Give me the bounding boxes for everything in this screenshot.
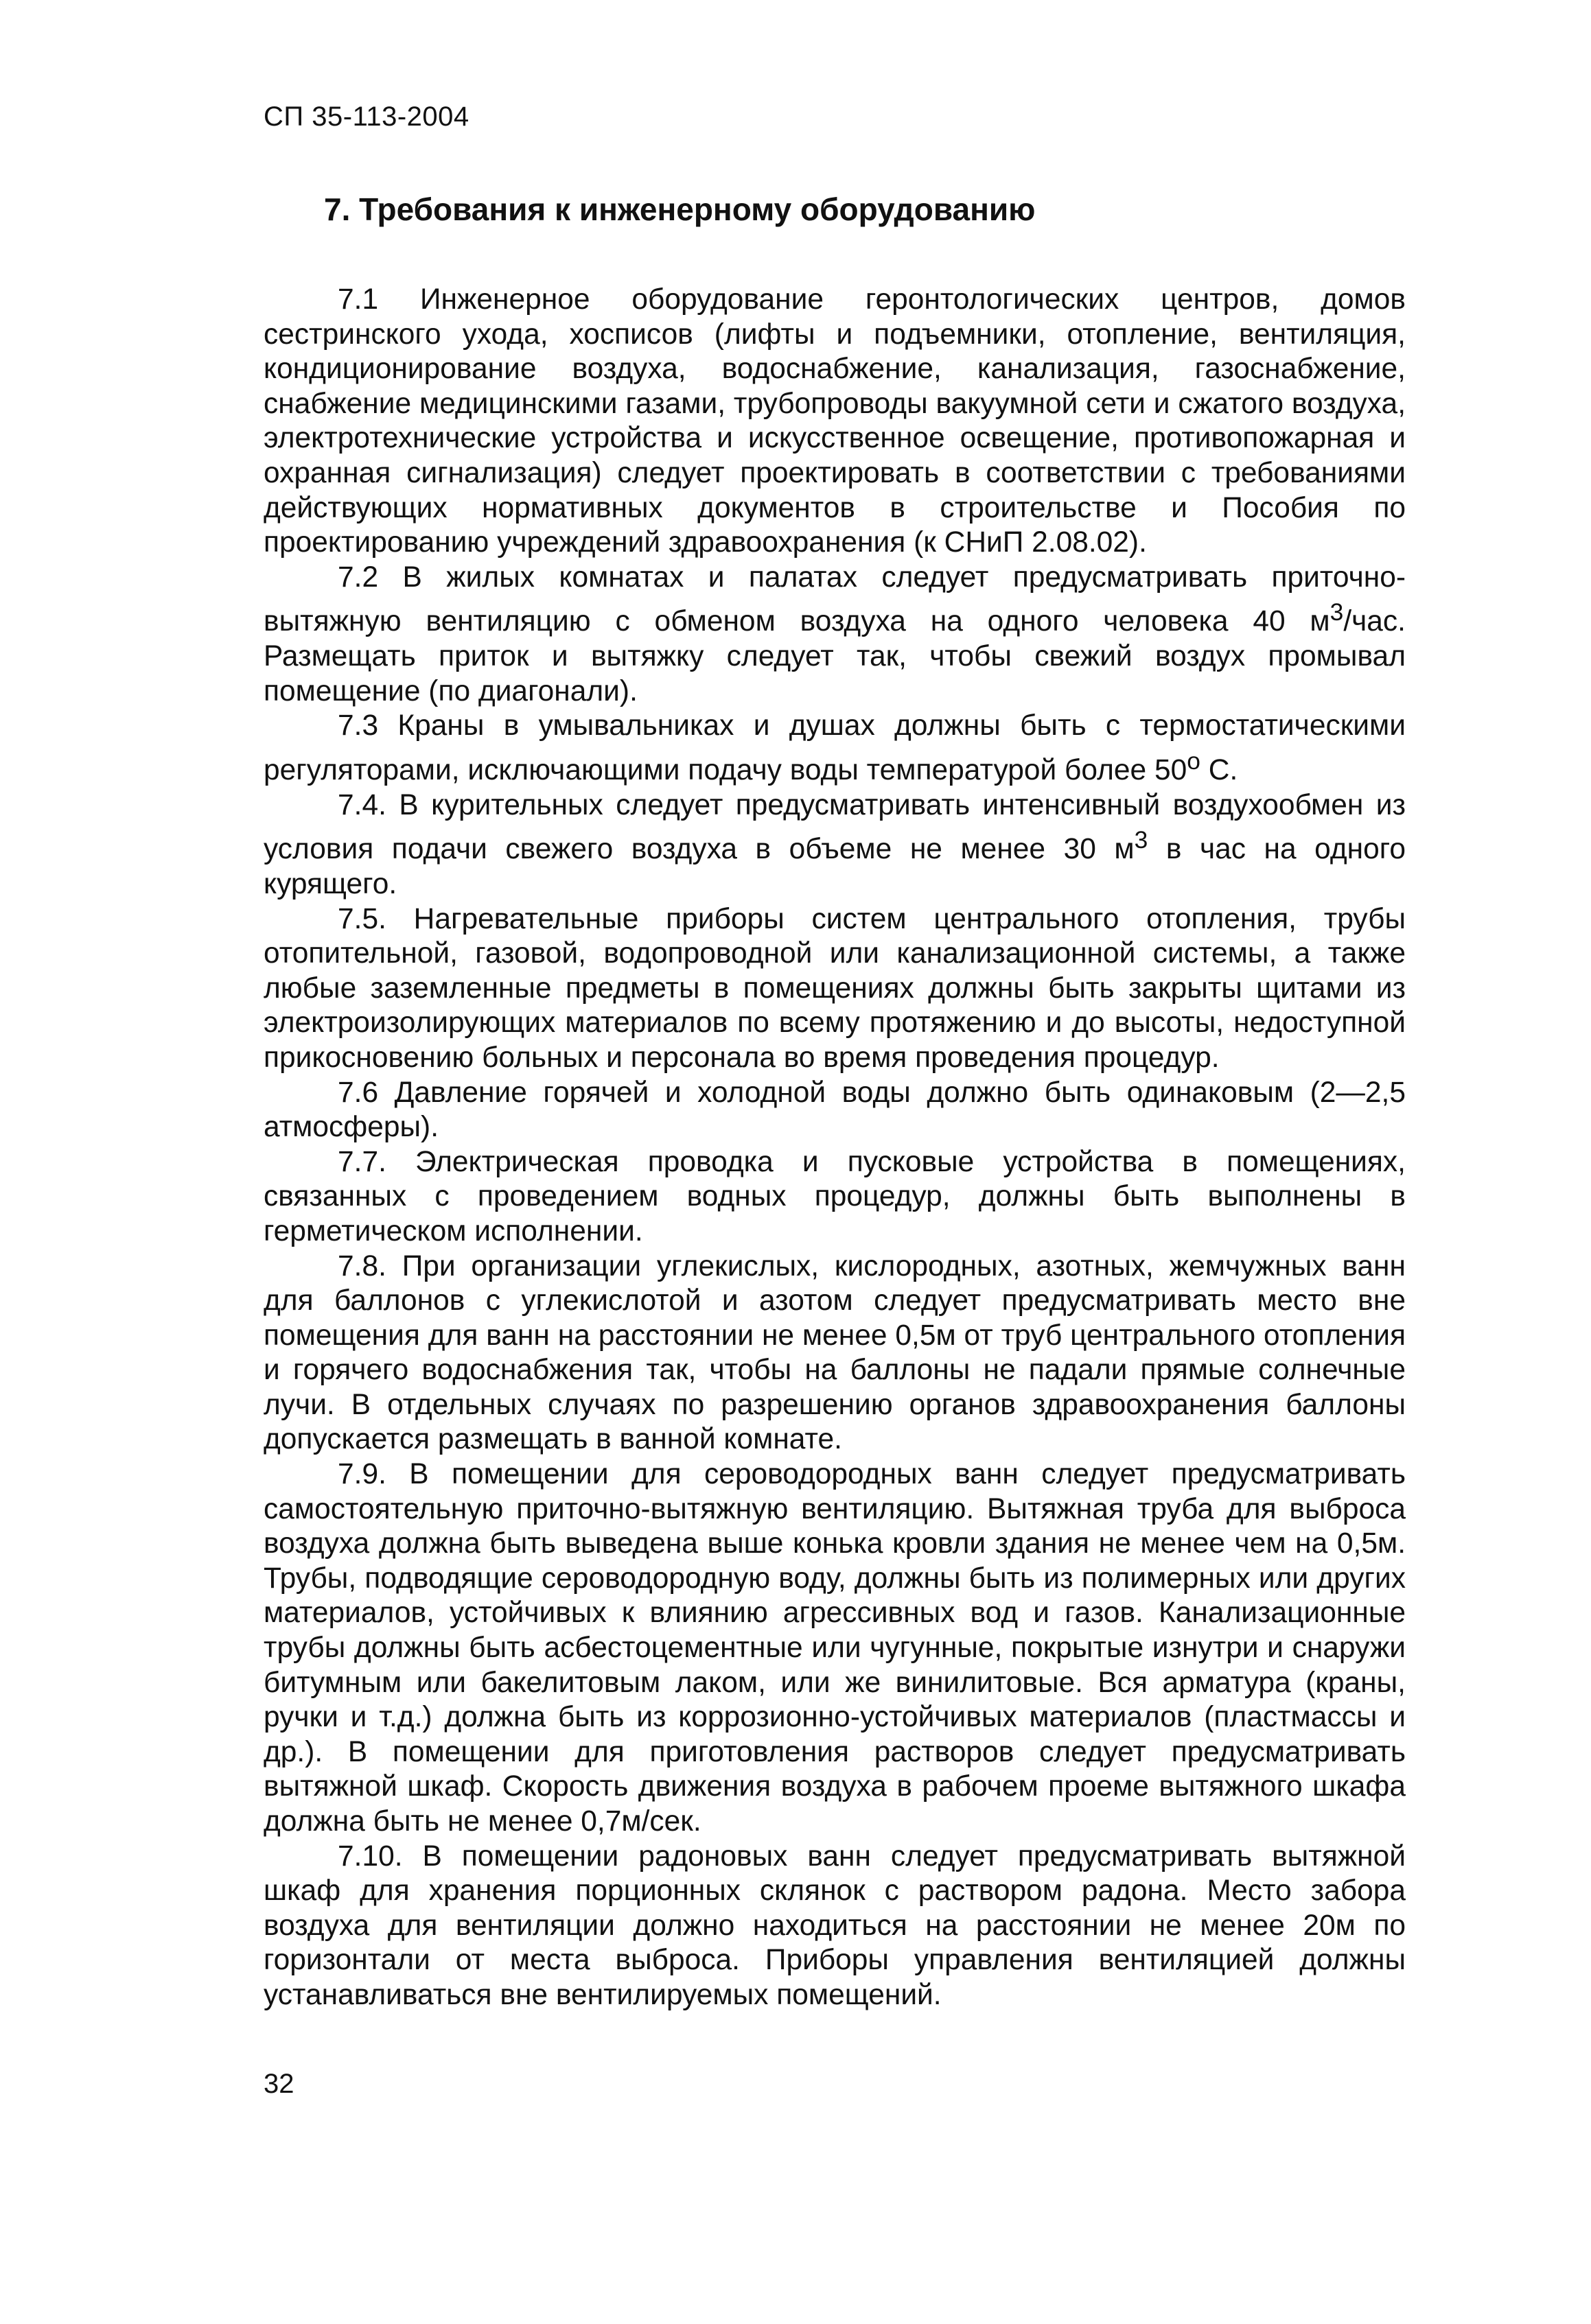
paragraph-7-3-text-a: 7.3 Краны в умывальниках и душах должны быть с термостатическими регуляторами, исключающими подачу воды температурой более 50 (264, 709, 1406, 787)
paragraph-7-10: 7.10. В помещении радоновых ванн следует предусматривать вытяжной шкаф для хранения порционных склянок с раствором радона. Место забора воздуха для вентиляции должно находиться на расстоянии не менее 20м по горизонтали от места выброса. Приборы управления вентиляцией должны устанавливаться вне вентилируемых помещений. (264, 1840, 1406, 2011)
paragraph-7-4-text-b: в час на одного курящего. (264, 833, 1406, 900)
paragraph-7-2 (264, 561, 1406, 709)
paragraph-7-3-text-b: С. (1200, 754, 1238, 787)
paragraph-7-4-text-a: 7.4. В курительных следует предусматривать интенсивный воздухообмен из условия подачи свежего воздуха в объеме не менее 30 м (264, 788, 1406, 866)
paragraph-7-3 (264, 709, 1406, 788)
superscript-cubic: 3 (1329, 598, 1344, 626)
paragraph-7-5: 7.5. Нагревательные приборы систем центрального отопления, трубы отопительной, газовой, водопроводной или канализационной системы, а также любые заземленные предметы в помещениях должны быть закрыты щитами из электроизолирующих материалов по всему протяжению и до высоты, недоступной прикосновению больных и персонала во время проведения процедур. (264, 902, 1406, 1074)
paragraph-7-2-text-b: /час. Размещать приток и вытяжку следует так, чтобы свежий воздух промывал помещение (по диагонали). (264, 605, 1406, 707)
section-title: 7. Требования к инженерному оборудованию (324, 191, 1036, 227)
document-code-header: СП 35-113-2004 (264, 102, 469, 132)
paragraph-7-9: 7.9. В помещении для сероводородных ванн следует предусматривать самостоятельную приточно-вытяжную вентиляцию. Вытяжная труба для выброса воздуха должна быть выведена выше конька кровли здания не менее чем на 0,5м. Трубы, подводящие сероводородную воду, должны быть из полимерных или других материалов, устойчивых к влиянию агрессивных вод и газов. Канализационные трубы должны быть асбестоцементные или чугунные, покрытые изнутри и снаружи битумным или бакелитовым лаком, или же винилитовые. Вся арматура (краны, ручки и т.д.) должна быть из коррозионно-устойчивых материалов (пластмассы и др.). В помещении для приготовления растворов следует предусматривать вытяжной шкаф. Скорость движения воздуха в рабочем проеме вытяжного шкафа должна быть не менее 0,7м/сек. (264, 1458, 1406, 1838)
paragraph-7-1: 7.1 Инженерное оборудование геронтологических центров, домов сестринского ухода, хосписов (лифты и подъемники, отопление, вентиляция, кондиционирование воздуха, водоснабжение, канализация, газоснабжение, снабжение медицинскими газами, трубопроводы вакуумной сети и сжатого воздуха, электротехнические устройства и искусственное освещение, противопожарная и охранная сигнализация) следует проектировать в соответствии с требованиями действующих нормативных документов в строительстве и Пособия по проектированию учреждений здравоохранения (к СНиП 2.08.02). (264, 283, 1406, 559)
superscript-degree: о (1187, 747, 1200, 775)
paragraph-7-7: 7.7. Электрическая проводка и пусковые устройства в помещениях, связанных с проведением водных процедур, должны быть выполнены в герметическом исполнении. (264, 1145, 1406, 1247)
page-number: 32 (264, 2069, 294, 2099)
paragraph-7-6: 7.6 Давление горячей и холодной воды должно быть одинаковым (2—2,5 атмосферы). (264, 1076, 1406, 1144)
section-body (264, 283, 1406, 2013)
paragraph-7-2-text-a: 7.2 В жилых комнатах и палатах следует предусматривать приточно-вытяжную вентиляцию с обменом воздуха на одного человека 40 м (264, 561, 1406, 638)
paragraph-7-4 (264, 788, 1406, 902)
paragraph-7-8: 7.8. При организации углекислых, кислородных, азотных, жемчужных ванн для баллонов с углекислотой и азотом следует предусматривать место вне помещения для ванн на расстоянии не менее 0,5м от труб центрального отопления и горячего водоснабжения так, чтобы на баллоны не падали прямые солнечные лучи. В отдельных случаях по разрешению органов здравоохранения баллоны допускается размещать в ванной комнате. (264, 1249, 1406, 1456)
superscript-cubic: 3 (1134, 826, 1148, 854)
